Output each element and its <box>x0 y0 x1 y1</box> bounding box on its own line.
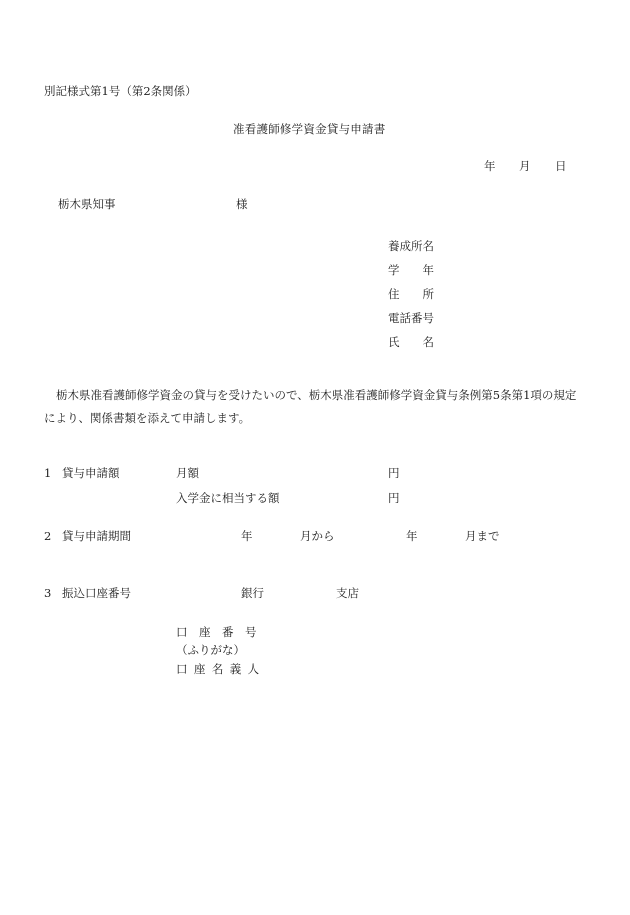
account-holder-label: 口 座 名 義 人 <box>176 662 261 676</box>
applicant-field-grade: 学 年 <box>388 263 434 277</box>
item-number: 1 <box>44 466 52 480</box>
monthly-amount-unit: 円 <box>388 466 400 480</box>
date-year: 年 <box>484 159 496 173</box>
item-label: 貸与申請期間 <box>62 529 131 543</box>
item-label: 振込口座番号 <box>62 586 131 600</box>
period-to-month: 月まで <box>465 529 500 543</box>
period-from-month: 月から <box>300 529 335 543</box>
period-from-year: 年 <box>241 529 253 543</box>
bank-name-label: 銀行 <box>241 586 264 600</box>
furigana-label: （ふりがな） <box>176 643 245 657</box>
form-reference: 別記様式第1号（第2条関係） <box>44 84 197 98</box>
admission-amount-label: 入学金に相当する額 <box>176 491 280 505</box>
applicant-field-school: 養成所名 <box>388 239 434 253</box>
period-to-year: 年 <box>406 529 418 543</box>
branch-name-label: 支店 <box>336 586 359 600</box>
applicant-field-phone: 電話番号 <box>388 311 434 325</box>
item-label: 貸与申請額 <box>62 466 120 480</box>
admission-amount-unit: 円 <box>388 491 400 505</box>
addressee-honorific: 様 <box>236 197 248 211</box>
monthly-amount-label: 月額 <box>176 466 199 480</box>
account-number-label: 口 座 番 号 <box>176 625 257 639</box>
applicant-field-address: 住 所 <box>388 287 434 301</box>
date-day: 日 <box>555 159 567 173</box>
addressee-name: 栃木県知事 <box>58 197 116 211</box>
item-number: 3 <box>44 586 52 600</box>
date-month: 月 <box>519 159 531 173</box>
item-number: 2 <box>44 529 52 543</box>
document-title: 准看護師修学資金貸与申請書 <box>233 122 386 136</box>
applicant-field-name: 氏 名 <box>388 335 434 349</box>
application-statement: 栃木県准看護師修学資金の貸与を受けたいので、栃木県准看護師修学資金貸与条例第5条第1項の規定により、関係書類を添えて申請します。 <box>44 388 577 425</box>
